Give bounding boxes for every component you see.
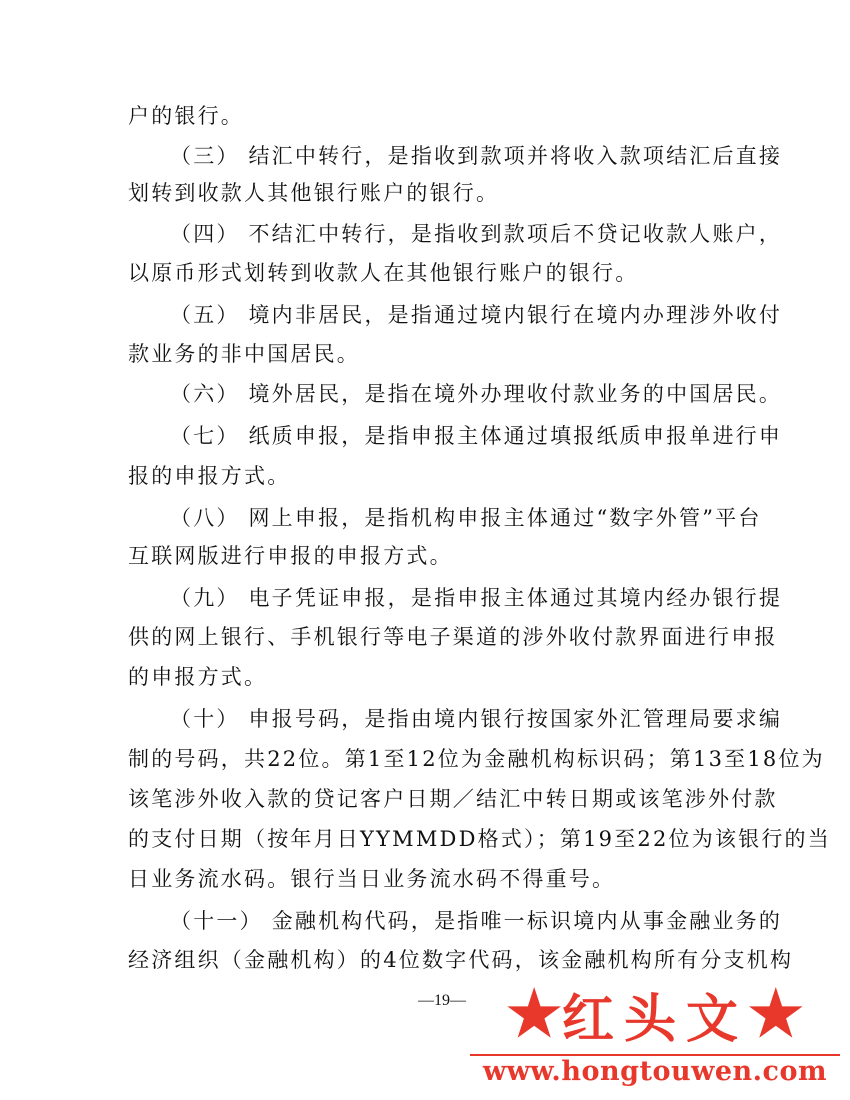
text-line: 制的号码，共22位。第1至12位为金融机构标识码；第13至18位为 [128,747,825,771]
text-line: 户的银行。 [128,104,244,128]
text-line: （十） 申报号码，是指由境内银行按国家外汇管理局要求编 [170,707,783,731]
text-line: 划转到收款人其他银行账户的银行。 [128,181,500,205]
star-icon: ★ [506,977,562,1050]
text-line: 经济组织（金融机构）的4位数字代码，该金融机构所有分支机构 [128,948,794,972]
page-number: —19— [418,992,466,1009]
text-line: 的支付日期（按年月日YYMMDD格式）；第19至22位为该银行的当 [128,827,831,851]
text-line: 该笔涉外收入款的贷记客户日期／结汇中转日期或该笔涉外付款 [128,787,778,811]
text-line: （十一） 金融机构代码，是指唯一标识境内从事金融业务的 [170,909,783,933]
text-line: （五） 境内非居民，是指通过境内银行在境内办理涉外收付 [170,303,783,327]
watermark-url: www.hongtouwen.com [482,1056,828,1087]
watermark-title [470,977,840,1050]
text-line: 供的网上银行、手机银行等电子渠道的涉外收付款界面进行申报 [128,625,778,649]
text-line: 互联网版进行申报的申报方式。 [128,544,453,568]
text-line: （四） 不结汇中转行，是指收到款项后不贷记收款人账户， [170,222,783,246]
hongtouwen-watermark [470,977,840,1092]
text-line: 日业务流水码。银行当日业务流水码不得重号。 [128,867,616,891]
text-line: （七） 纸质申报，是指申报主体通过填报纸质申报单进行申 [170,424,783,448]
text-line: 报的申报方式。 [128,464,291,488]
text-line: 款业务的非中国居民。 [128,342,360,366]
text-line: （三） 结汇中转行，是指收到款项并将收入款项结汇后直接 [170,144,783,168]
text-line: （八） 网上申报，是指机构申报主体通过“数字外管”平台 [170,506,762,530]
watermark-title-text: 红头文 [561,988,748,1050]
text-line: （九） 电子凭证申报，是指申报主体通过其境内经办银行提 [170,586,783,610]
text-line: 以原币形式划转到收款人在其他银行账户的银行。 [128,261,639,285]
text-line: 的申报方式。 [128,665,268,689]
text-line: （六） 境外居民，是指在境外办理收付款业务的中国居民。 [170,382,783,406]
star-icon: ★ [748,977,804,1050]
